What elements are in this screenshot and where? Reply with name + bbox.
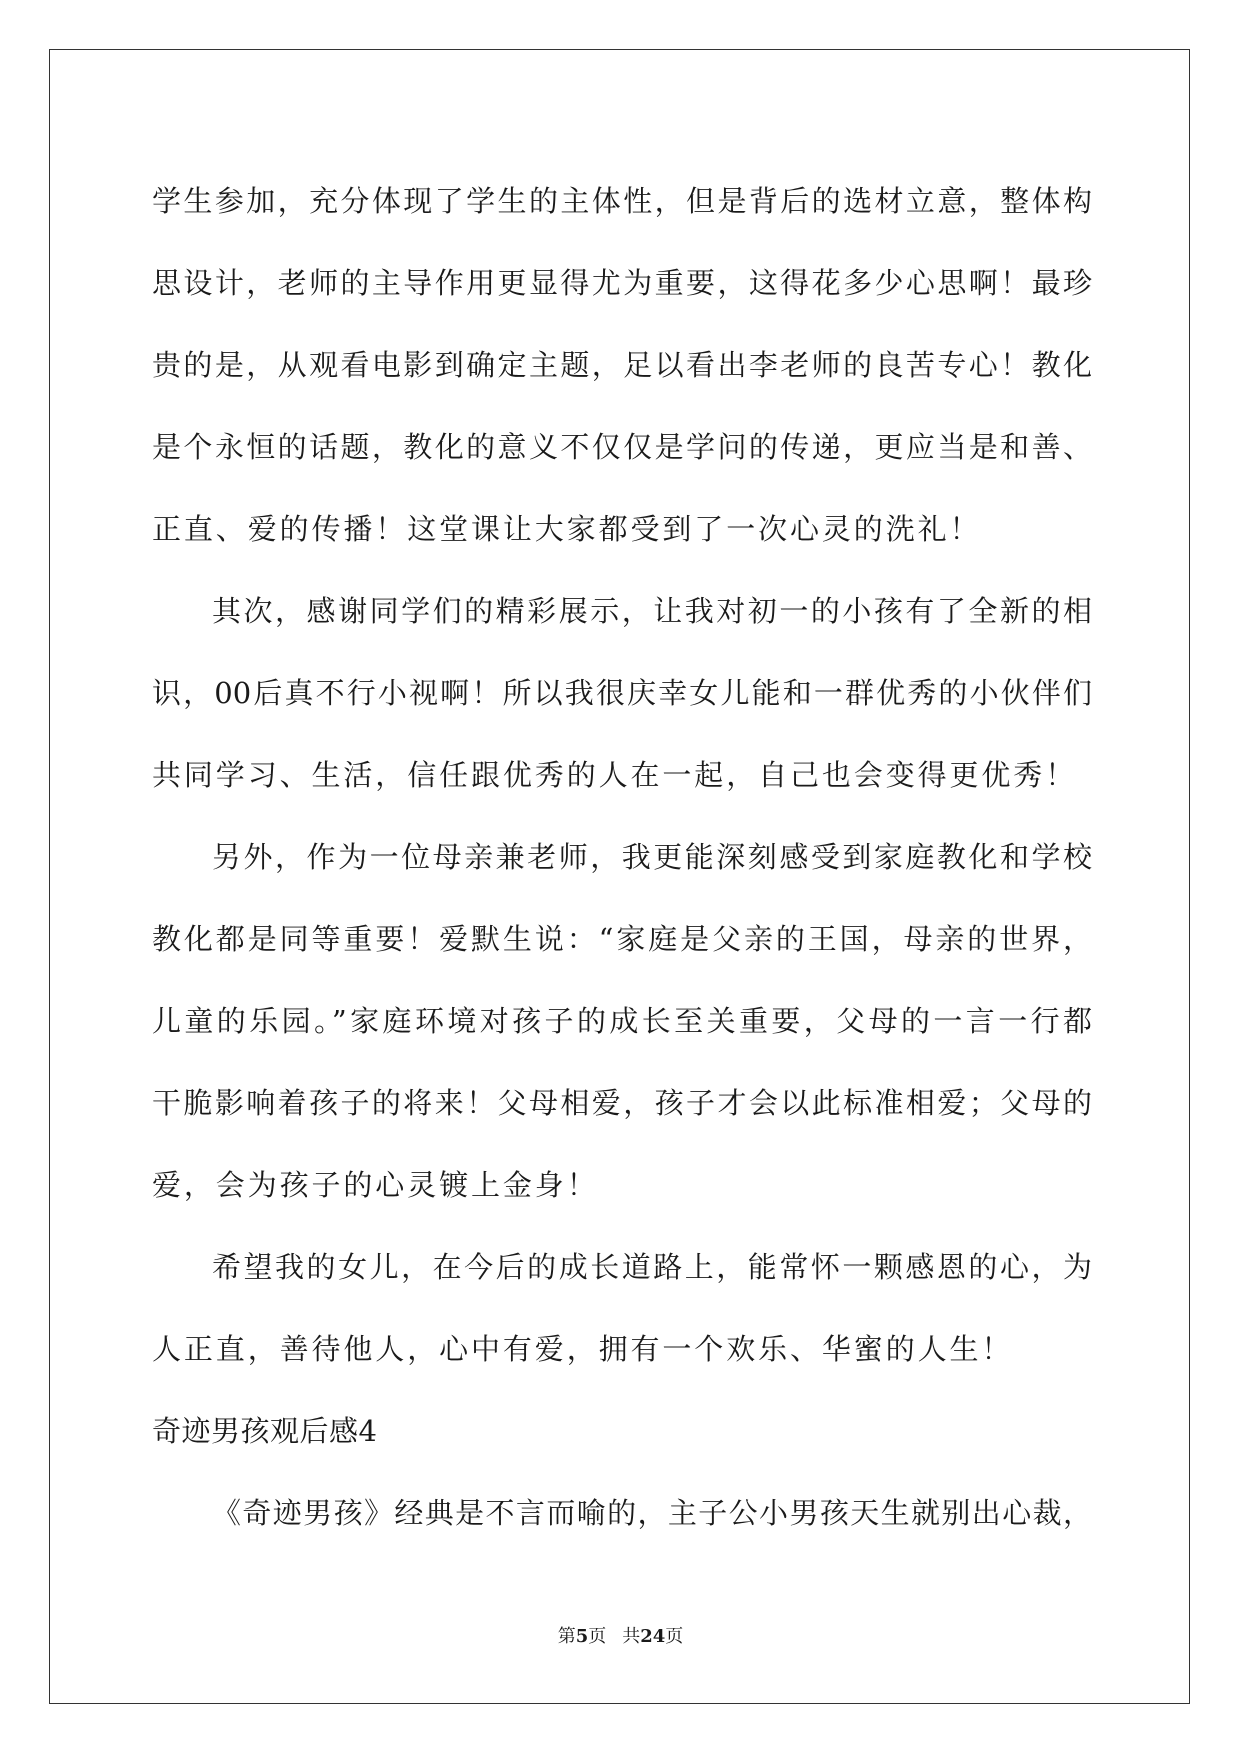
page-number: 5 [575,1626,589,1647]
text-line: 学生参加，充分体现了学生的主体性，但是背后的选材立意，整体构 [152,184,1092,218]
text-line: 共同学习、生活，信任跟优秀的人在一起，自己也会变得更优秀！ [152,758,1078,792]
total-pages: 24 [640,1626,666,1647]
page-footer [0,1625,1241,1649]
text-line: 思设计，老师的主导作用更显得尤为重要，这得花多少心思啊！最珍 [152,266,1092,300]
page-prefix: 第 [557,1626,576,1647]
text-line: 爱，会为孩子的心灵镀上金身！ [152,1168,599,1202]
text-line: 干脆影响着孩子的将来！父母相爱，孩子才会以此标准相爱；父母的 [152,1086,1092,1120]
text-line: 正直、爱的传播！这堂课让大家都受到了一次心灵的洗礼！ [152,512,982,546]
text-line: 识，00后真不行小视啊！所以我很庆幸女儿能和一群优秀的小伙伴们 [152,676,1092,710]
page-suffix: 页 [588,1626,607,1647]
document-body [152,160,1092,1554]
paragraph-first-line: 《奇迹男孩》经典是不言而喻的，主子公小男孩天生就别出心裁， [212,1496,1092,1530]
paragraph-first-line: 另外，作为一位母亲兼老师，我更能深刻感受到家庭教化和学校 [212,840,1092,874]
paragraph-first-line: 希望我的女儿，在今后的成长道路上，能常怀一颗感恩的心，为 [212,1250,1092,1284]
text-line: 是个永恒的话题，教化的意义不仅仅是学问的传递，更应当是和善、 [152,430,1092,464]
text-line: 儿童的乐园。”家庭环境对孩子的成长至关重要，父母的一言一行都 [152,1004,1092,1038]
text-line: 教化都是同等重要！爱默生说：“家庭是父亲的王国，母亲的世界， [152,922,1092,956]
paragraph-first-line: 其次，感谢同学们的精彩展示，让我对初一的小孩有了全新的相 [212,594,1092,628]
total-suffix: 页 [665,1626,684,1647]
text-line: 贵的是，从观看电影到确定主题，足以看出李老师的良苦专心！教化 [152,348,1092,382]
total-prefix: 共 [622,1626,641,1647]
section-heading: 奇迹男孩观后感4 [152,1414,378,1448]
text-line: 人正直，善待他人，心中有爱，拥有一个欢乐、华蜜的人生！ [152,1332,1014,1366]
